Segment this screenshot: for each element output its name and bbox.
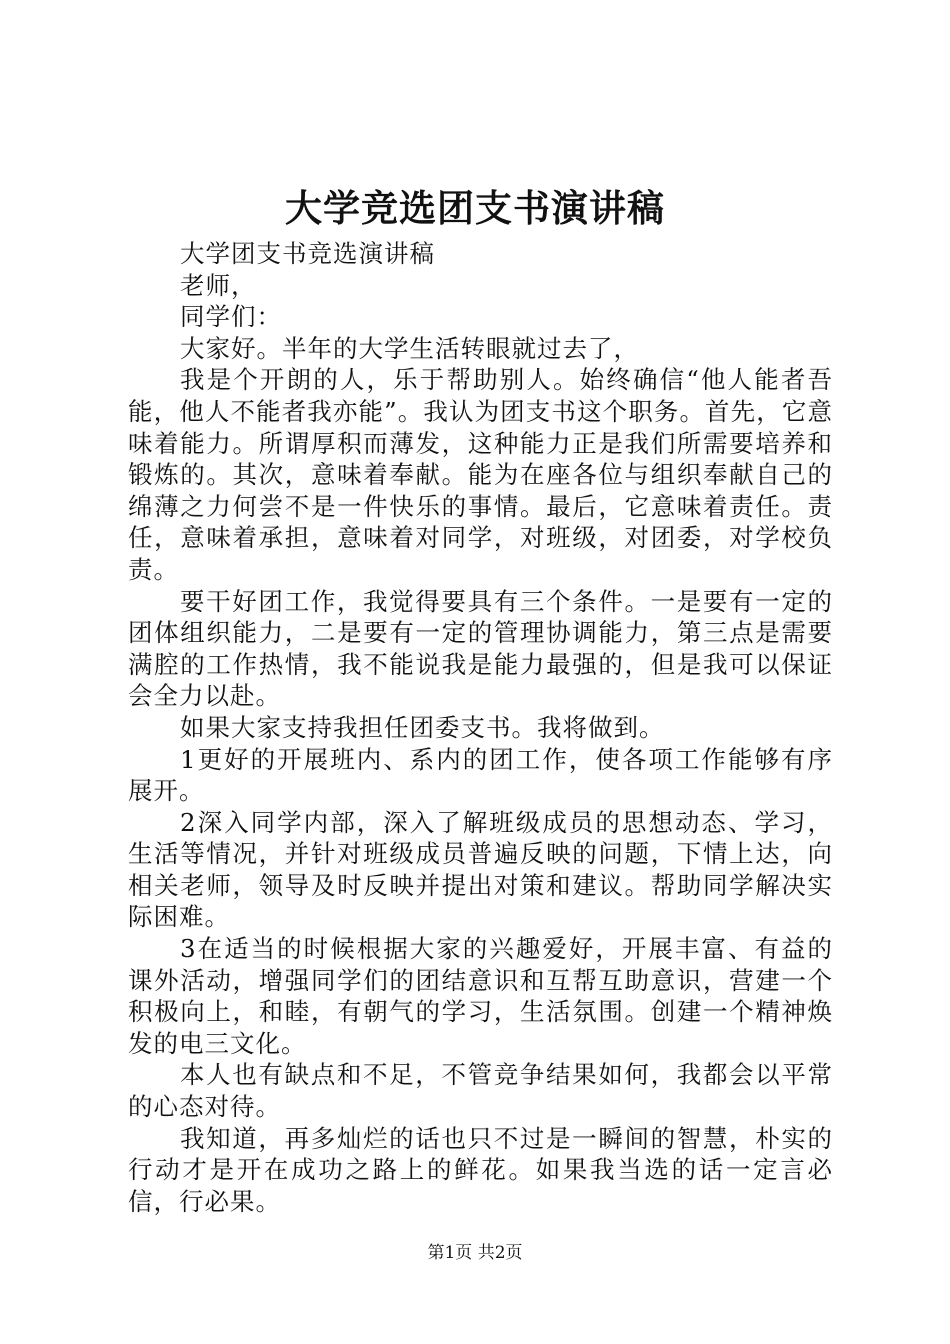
- list-item: 3在适当的时候根据大家的兴趣爱好，开展丰富、有益的课外活动，增强同学们的团结意识和互帮互助意识，营建一个积极向上，和睦，有朝气的学习，生活氛围。创建一个精神焕发的电三文化。: [128, 934, 833, 1058]
- paragraph: 如果大家支持我担任团委支书。我将做到。: [180, 712, 665, 742]
- page-title: 大学竞选团支书演讲稿: [285, 186, 665, 230]
- greeting-teacher: 老师，: [180, 270, 257, 300]
- paragraph: 我是个开朗的人，乐于帮助别人。始终确信“他人能者吾能，他人不能者我亦能”。我认为团支书这个职务。首先，它意味着能力。所谓厚积而薄发，这种能力正是我们所需要培养和锻炼的。其次，意味着奉献。能为在座各位与组织奉献自己的绵薄之力何尝不是一件快乐的事情。最后，它意味着责任。责任，意味着承担，意味着对同学，对班级，对团委，对学校负责。: [128, 365, 833, 584]
- document-body: [128, 238, 833, 1217]
- greeting-students: 同学们：: [180, 302, 282, 332]
- subtitle-line: 大学团支书竞选演讲稿: [180, 239, 435, 268]
- paragraph: 本人也有缺点和不足，不管竞争结果如何，我都会以平常的心态对待。: [128, 1060, 833, 1122]
- list-item: 1更好的开展班内、系内的团工作，使各项工作能够有序展开。: [128, 744, 833, 806]
- paragraph: 我知道，再多灿烂的话也只不过是一瞬间的智慧，朴实的行动才是开在成功之路上的鲜花。如果我当选的话一定言必信，行必果。: [128, 1123, 833, 1216]
- list-item: 2深入同学内部，深入了解班级成员的思想动态、学习，生活等情况，并针对班级成员普遍反映的问题，下情上达，向相关老师，领导及时反映并提出对策和建议。帮助同学解决实际困难。: [128, 807, 833, 932]
- paragraph: 大家好。半年的大学生活转眼就过去了，: [180, 333, 639, 363]
- page-number-footer: 第1页 共2页: [427, 1243, 523, 1263]
- paragraph: 要干好团工作，我觉得要具有三个条件。一是要有一定的团体组织能力，二是要有一定的管理协调能力，第三点是需要满腔的工作热情，我不能说我是能力最强的，但是我可以保证会全力以赴。: [128, 586, 833, 711]
